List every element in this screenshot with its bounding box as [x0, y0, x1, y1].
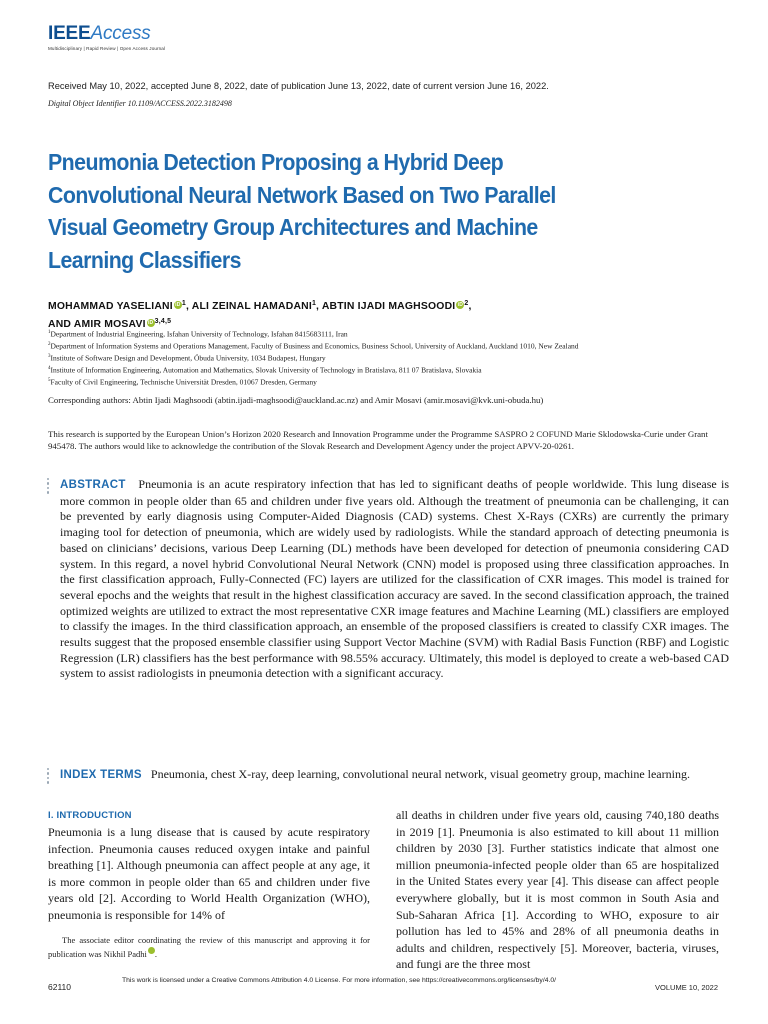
author-name: AND AMIR MOSAVI: [48, 319, 146, 330]
logo-wordmark: [48, 24, 165, 44]
license-notice[interactable]: This work is licensed under a Creative Commons Attribution 4.0 License. For more information, see https://creativecommons.org/licenses/by/4.0/: [122, 977, 557, 984]
index-terms-text: Pneumonia, chest X-ray, deep learning, convolutional neural network, visual geometry group, machine learning.: [150, 767, 690, 781]
volume-info: VOLUME 10, 2022: [655, 983, 718, 992]
abstract: [60, 477, 729, 682]
affiliations: [48, 328, 728, 388]
abstract-text: Pneumonia is an acute respiratory infection that has led to significant deaths of people worldwide. This lung disease is more common in people older than 65 and children under five years old. Although the treatment of pneumonia can be challenging, it can be prevented by early diagnosis using Computer-Aided Diagnosis (CAD) systems. Chest X-Rays (CXRs) are currently the primary imaging tool for detection of pneumonia, which are widely used by radiologists. While the standard approach of detecting pneumonia is based on clinicians’ decisions, various Deep Learning (DL) methods have been developed for detection of pneumonia considering CAD system. In this regard, a novel hybrid Convolutional Neural Network (CNN) model is proposed using three classification approaches. In the first classification approach, Fully-Connected (FC) layers are utilized for the classification of CXR images. This model is trained for several epochs and the weights that result in the highest classification accuracy are saved. In the second classification approach, the trained optimized weights are utilized to extract the most representative CXR image features and Machine Learning (ML) classifiers are employed to classify the images. In the third classification approach, an ensemble of the proposed classifiers is created to classify CXR images. The results suggest that the proposed ensemble classifier using Support Vector Machine (SVM) with Radial Basis Function (RBF) and Logistic Regression (LR) classifiers has the best performance with 98.55% accuracy. Ultimately, this model is deployed to create a web-based CAD system to assist radiologists in pneumonia detection with a significant accuracy.: [60, 477, 729, 681]
funding-statement: This research is supported by the European Union’s Horizon 2020 Research and Innovation Programme under the Programme SASPRO 2 COFUND Marie Sklodowska-Curie under Grant 945478. The authors would like to acknowledge the contribution of the Slovak Research and Development Agency under the project APVV-20-0261.: [48, 429, 708, 451]
affiliation-item: $^5$Faculty of Civil Engineering, Technische Universität Dresden, 01067 Dresden, Germany: [48, 377, 317, 387]
corresponding-authors: Corresponding authors: Abtin Ijadi Maghsoodi (abtin.ijadi-maghsoodi@auckland.ac.nz) and Amir Mosavi (amir.mosavi@kvk.uni-obuda.hu): [48, 395, 544, 405]
intro-right-column: all deaths in children under five years old, causing 740,180 deaths in 2019 [1]. Pneumonia is also estimated to kill about 11 million children by 2030 [3]. Further statistics indicate that almost one million pneumonia-infected people older than 65 are hospitalized in the United States every year [4]. This disease can affect people everywhere globally, but it is most common in South Asia and Sub-Saharan Africa [1]. According to WHO, exposure to air pollution has led to 45% and 28% of all pneumonia deaths in adults and children, respectively [5]. Moreover, bacteria, viruses, and fungi are the three most: [396, 808, 719, 972]
affiliation-item: $^2$Department of Information Systems and Operations Management, Faculty of Business and Economics, Business School, University of Auckland, Auckland 1010, New Zealand: [48, 341, 579, 351]
author-name: MOHAMMAD YASELIANI: [48, 301, 173, 312]
author-affil-sup: 1: [181, 300, 186, 307]
orcid-icon[interactable]: [148, 947, 155, 954]
author-affil-sup: 3,4,5: [154, 318, 172, 325]
page-number: 62110: [48, 982, 72, 992]
index-terms-label: INDEX TERMS: [60, 769, 142, 781]
doi: Digital Object Identifier 10.1109/ACCESS.2022.3182498: [48, 99, 232, 108]
author-affil-sup: 2: [464, 300, 469, 307]
index-terms: [60, 767, 729, 784]
intro-left-column: Pneumonia is a lung disease that is caused by acute respiratory infection. Pneumonia causes reduced oxygen intake and painful breathing [1]. Although pneumonia can affect people at any age, it is more common in people older than 65 and children under five years old [2]. According to World Health Organization (WHO), pneumonia is responsible for 14% of: [48, 825, 370, 922]
logo-tagline: Multidisciplinary | Rapid Review | Open Access Journal: [48, 46, 166, 51]
editor-footnote: The associate editor coordinating the review of this manuscript and approving it for publication was Nikhil Padhi .: [48, 935, 370, 959]
orcid-icon[interactable]: iD: [175, 302, 181, 308]
abstract-label: ABSTRACT: [60, 479, 126, 491]
author-list: MOHAMMAD YASELIANI $iD^1$, ALI ZEINAL HAMADANI$^1$, ABTIN IJADI MAGHSOODI $iD^2$, AND AMIR MOSAVI iD$^{3,4,5}$: [48, 300, 472, 330]
affiliation-item: $^3$Institute of Software Design and Development, Óbuda University, 1034 Budapest, Hungary: [48, 353, 326, 363]
logo-access: Access: [90, 23, 151, 44]
author-affil-sup: 1: [311, 300, 317, 307]
journal-logo: [48, 24, 165, 51]
paper-title: Pneumonia Detection Proposing a Hybrid Deep Convolutional Neural Network Based on Two Parallel Visual Geometry Group Architectures and Machine Learning Classifiers: [48, 149, 556, 273]
orcid-icon[interactable]: iD: [457, 302, 464, 308]
publication-dates: Received May 10, 2022, accepted June 8, 2022, date of publication June 13, 2022, date of current version June 16, 2022.: [48, 81, 549, 91]
author-name: ALI ZEINAL HAMADANI: [191, 301, 312, 312]
abstract-dots-icon: [47, 478, 51, 494]
affiliation-item: $^1$Department of Industrial Engineering, Isfahan University of Technology, Isfahan 8415683111, Iran: [48, 329, 348, 339]
section-heading: I. INTRODUCTION: [48, 810, 132, 821]
index-terms-dots-icon: [47, 768, 51, 784]
logo-ieee: IEEE: [48, 23, 91, 44]
affiliation-item: $^4$Institute of Information Engineering, Automation and Mathematics, Slovak University of Technology in Bratislava, 811 07 Bratislava, Slovakia: [48, 365, 482, 375]
orcid-icon[interactable]: iD: [147, 320, 154, 326]
author-name: ABTIN IJADI MAGHSOODI: [321, 301, 456, 312]
